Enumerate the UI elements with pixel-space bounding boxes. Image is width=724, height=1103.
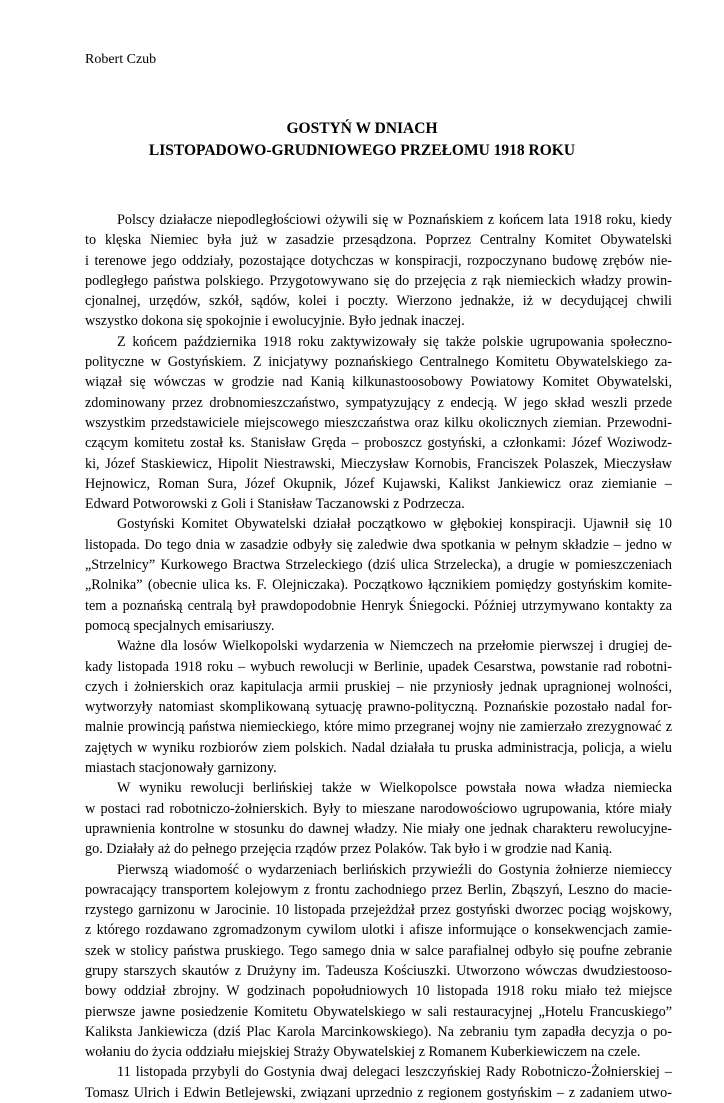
text-line: pierwsze jawne posiedzenie Komitetu Obywatelskiego w sali restauracyjnej „Hotelu Francuskiego” xyxy=(85,1003,672,1020)
text-line: to klęska Niemiec była już w zasadzie przesądzona. Poprzez Centralny Komitet Obywatelski xyxy=(85,232,672,249)
text-line: wszystko dokona się spokojnie i ewolucyjnie. Było jednak inaczej. xyxy=(85,313,465,330)
text-line: wszystkim przedstawiciele miejscowego mieszczaństwa oraz kilku okolicznych ziemian. Przewodni- xyxy=(85,414,672,431)
text-line: czącym komitetu został ks. Stanisław Gręda – proboszcz gostyński, a członkami: Józef Woziwodz- xyxy=(85,435,672,452)
text-line: w postaci rad robotniczo-żołnierskich. Były to mieszane narodowościowo ugrupowania, które miały xyxy=(85,800,672,817)
text-line: pomocą specjalnych emisariuszy. xyxy=(85,617,275,634)
paragraph xyxy=(85,1062,672,1103)
text-line: Edward Potworowski z Goli i Stanisław Taczanowski z Podrzecza. xyxy=(85,496,465,513)
text-line: Gostyński Komitet Obywatelski działał początkowo w głębokiej konspiracji. Ujawnił się 10 xyxy=(117,516,672,533)
text-line: bowy oddział zbrojny. W godzinach popołudniowych 10 listopada 1918 roku miało też miejsce xyxy=(85,983,672,1000)
text-line: Polscy działacze niepodległościowi ożywili się w Poznańskiem z końcem lata 1918 roku, kiedy xyxy=(117,212,672,228)
text-line: Z końcem października 1918 roku zaktywizowały się także polskie ugrupowania społeczno- xyxy=(117,333,672,350)
text-line: miastach stacjonowały garnizony. xyxy=(85,760,277,777)
text-line: go. Działały aż do pełnego przejęcia rządów przez Polaków. Tak było i w grodzie nad Kanią. xyxy=(85,841,613,858)
paragraph xyxy=(85,332,672,515)
text-line: 11 listopada przybyli do Gostynia dwaj delegaci leszczyńskiej Rady Robotniczo-Żołnierskiej – xyxy=(117,1064,672,1081)
text-line: cjonalnej, urzędów, szkół, sądów, kolei i poczty. Wierzono jednakże, iż w decydującej chwili xyxy=(85,293,672,310)
paragraph xyxy=(85,636,672,778)
text-line: kady listopada 1918 roku – wybuch rewolucji w Berlinie, upadek Cesarstwa, powstanie rad robotni- xyxy=(85,658,672,675)
text-line: i terenowe jego oddziały, pozostające dotychczas w konspiracji, rozpoczynano budowę zrębów nie- xyxy=(85,252,672,269)
paragraph xyxy=(85,514,672,636)
text-line: Pierwszą wiadomość o wydarzeniach berlińskich przywieźli do Gostynia żołnierze niemieccy xyxy=(117,861,672,878)
text-line: powracający transportem kolejowym z frontu zachodniego przez Berlin, Zbąszyń, Leszno do macie- xyxy=(85,881,672,898)
text-line: „Rolnika” (obecnie ulica ks. F. Olejniczaka). Początkowo łącznikiem pomiędzy gostyńskim komite- xyxy=(85,577,672,594)
text-line: Kaliksta Jankiewicza (dziś Plac Karola Marcinkowskiego). Na zebraniu tym zapadła decyzja o po- xyxy=(85,1023,672,1040)
text-line: czych i żołnierskich oraz kapitulacja armii pruskiej – nie przyniosły jednak upragnionej wolności, xyxy=(85,678,672,695)
article-title xyxy=(60,118,664,162)
text-line: W wyniku rewolucji berlińskiej także w Wielkopolsce powstała nowa władza niemiecka xyxy=(117,780,672,797)
title-line-1: GOSTYŃ W DNIACH xyxy=(286,120,438,137)
text-line: rzystego garnizonu w Jarocinie. 10 listopada przejeżdżał przez gostyński dworzec pociąg wojskowy, xyxy=(85,902,672,919)
text-line: ki, Józef Staskiewicz, Hipolit Niestrawski, Mieczysław Kornobis, Franciszek Polaszek, Mieczysław xyxy=(85,455,672,472)
text-line: Ważne dla losów Wielkopolski wydarzenia w Niemczech na przełomie pierwszej i drugiej de- xyxy=(117,638,672,655)
paragraph xyxy=(85,860,672,1063)
text-line: wiązał się wówczas w grodzie nad Kanią kilkunastoosobowy Powiatowy Komitet Obywatelski, xyxy=(85,374,672,391)
text-line: polityczne w Gostyńskiem. Z inicjatywy poznańskiego Centralnego Komitetu Obywatelskiego za- xyxy=(85,354,672,371)
text-line: podległego państwa polskiego. Przygotowywano się do przejęcia z rąk niemieckich władzy prowin- xyxy=(85,272,672,289)
text-line: wołaniu do życia oddziału miejskiej Straży Obywatelskiej z Romanem Kuberkiewiczem na czele. xyxy=(85,1044,641,1061)
text-line: uprawnienia kontrolne w stosunku do dawnej władzy. Nie miały one jednak charakteru rewolucyjne- xyxy=(85,820,672,837)
text-line: wytworzyły natomiast skomplikowaną sytuację prawno-polityczną. Poznańskie pozostało nadal for- xyxy=(85,699,672,716)
text-line: listopada. Do tego dnia w zasadzie odbyły się zaledwie dwa spotkania w pełnym składzie – jedno w xyxy=(85,536,672,553)
text-line: szek w stolicy państwa pruskiego. Tego samego dnia w salce parafialnej odbyło się poufne zebranie xyxy=(85,942,672,959)
article-body xyxy=(85,210,672,1103)
text-line: Tomasz Ulrich i Edwin Betlejewski, związani uprzednio z regionem gostyńskim – z zadaniem utwo- xyxy=(85,1084,672,1101)
author-name: Robert Czub xyxy=(85,52,157,67)
text-line: tem a poznańską centralą był prawdopodobnie Henryk Śniegocki. Później utrzymywano kontakty za xyxy=(85,597,672,614)
text-line: Hejnowicz, Roman Sura, Józef Okupnik, Józef Kujawski, Kalikst Jankiewicz oraz ziemianie – xyxy=(85,475,672,492)
title-line-2: LISTOPADOWO-GRUDNIOWEGO PRZEŁOMU 1918 ROKU xyxy=(148,142,576,159)
text-line: „Strzelnicy” Kurkowego Bractwa Strzeleckiego (dziś ulica Strzelecka), a drugie w pomieszczeniach xyxy=(85,557,672,574)
text-line: grupy starszych skautów z Drużyny im. Tadeusza Kościuszki. Utworzono wówczas dwudziestooso- xyxy=(85,962,672,979)
paragraph xyxy=(85,210,672,332)
text-line: zdominowany przez drobnomieszczaństwo, sympatyzujący z endecją. W jego skład weszli przede xyxy=(85,394,672,411)
paragraph xyxy=(85,778,672,859)
text-line: z którego rozdawano zgromadzonym cywilom ulotki i afisze informujące o konsekwencjach zamie- xyxy=(85,922,672,939)
text-line: malnie prowincją państwa niemieckiego, które mimo przegranej wojny nie zamierzało zrezygnować z xyxy=(85,719,672,736)
text-line: zajętych w wyniku rozbiorów ziem polskich. Nadal działała tu pruska administracja, policja, a wielu xyxy=(85,739,672,756)
